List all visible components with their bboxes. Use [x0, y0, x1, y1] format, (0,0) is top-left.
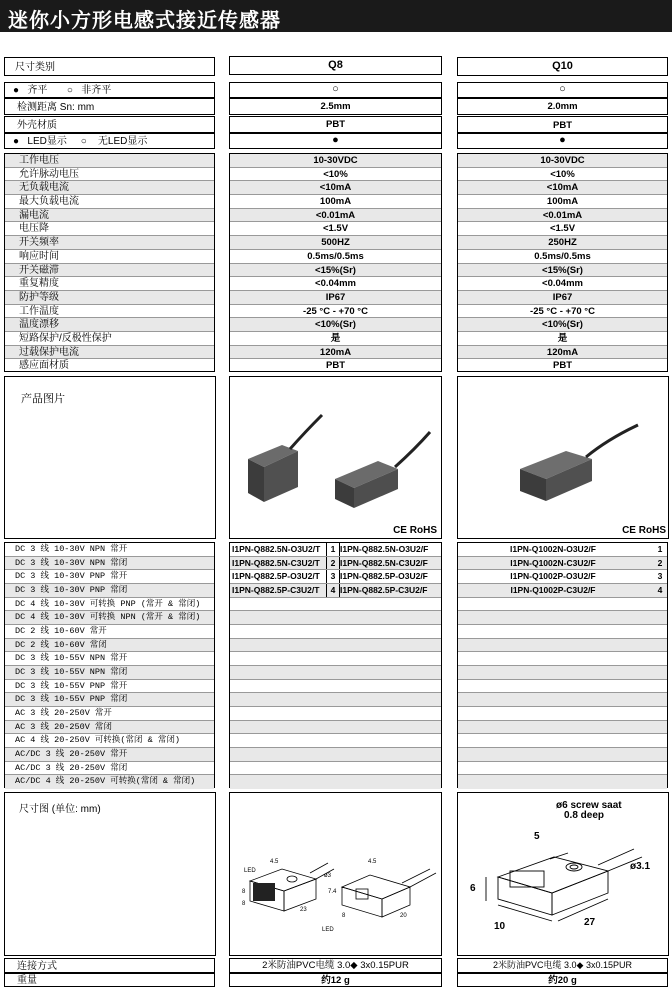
dimension-label: 尺寸图 (单位: mm) [19, 804, 101, 815]
spec-q10-value: <10mA [458, 181, 667, 195]
q8-model-row [230, 721, 441, 735]
spec-label: 工作温度 [5, 305, 214, 319]
q10-model-row [458, 666, 667, 680]
q10-model-row [458, 611, 667, 625]
model-type-label: AC 3 线 20-250V 常开 [5, 707, 214, 721]
q10-cert-marks [622, 525, 666, 536]
q8-model-num: 2 [326, 557, 340, 570]
spec-q10-value: 是 [458, 332, 667, 346]
spec-q8-value: <0.01mA [230, 209, 441, 223]
hollow-dot-icon: ○ [80, 136, 87, 147]
q8-dim-7-4: 7.4 [328, 889, 337, 895]
q8-dim-led1: LED [244, 868, 256, 874]
model-type-label: DC 4 线 10-30V 可转换 NPN (常开 & 常闭) [5, 611, 214, 625]
spec-q10-value: <15%(Sr) [458, 264, 667, 278]
q10-model-row [458, 721, 667, 735]
spec-q8-value: <10% [230, 168, 441, 182]
spec-q10-value: 250HZ [458, 236, 667, 250]
q8-dimension-panel [229, 792, 442, 956]
housing-label: 外壳材质 [4, 116, 215, 133]
spec-q8-value: <15%(Sr) [230, 264, 441, 278]
spec-q10-value: <10% [458, 168, 667, 182]
spec-q8-value: PBT [326, 360, 345, 372]
q8-model-t: I1PN-Q882.5P-C3U2/T [232, 584, 320, 595]
led-label: LED显示 [27, 136, 67, 147]
ce-mark-icon: CE [622, 525, 636, 536]
specs-q10-column [457, 153, 668, 372]
q10-screw-note: ø6 screw saat [556, 800, 622, 811]
q8-dimension-drawing [230, 793, 441, 955]
q10-photo-panel [457, 376, 669, 539]
spec-q10-value: 120mA [458, 346, 667, 360]
q10-depth-note: 0.8 deep [564, 810, 605, 821]
q10-model: I1PN-Q1002N-O3U2/F [510, 544, 596, 554]
q8-model-row [230, 734, 441, 748]
weight-label: 重量 [4, 973, 215, 987]
spec-q10-value: IP67 [458, 291, 667, 305]
spec-label: 短路保护/反极性保护 [5, 332, 214, 346]
spec-q8-value: 10-30VDC [230, 154, 441, 168]
photo-label-panel [4, 376, 216, 539]
model-type-label: DC 2 线 10-60V 常开 [5, 625, 214, 639]
q8-model-f: I1PN-Q882.5N-C3U2/F [340, 557, 428, 568]
q10-model-row [458, 625, 667, 639]
spec-q10-value: -25 °C - +70 °C [458, 305, 667, 319]
model-type-label: DC 3 线 10-55V NPN 常开 [5, 652, 214, 666]
spec-q8-value: 是 [230, 332, 441, 346]
q10-housing: PBT [457, 116, 668, 133]
filled-dot-icon: ● [13, 136, 20, 147]
q8-distance: 2.5mm [229, 98, 442, 115]
q8-model-t: I1PN-Q882.5N-O3U2/T [232, 544, 321, 554]
non-flush-label: 非齐平 [81, 85, 112, 96]
spec-q8-value: <10mA [230, 181, 441, 195]
q8-model-row [230, 611, 441, 625]
q8-model-row [230, 584, 441, 598]
models-q10-column [457, 542, 668, 788]
model-type-label: DC 3 线 10-30V PNP 常开 [5, 570, 214, 584]
model-type-label: DC 3 线 10-55V NPN 常闭 [5, 666, 214, 680]
q8-photo-panel [229, 376, 442, 539]
models-label-column [4, 542, 215, 788]
q8-housing: PBT [229, 116, 442, 133]
q8-connection: 2米防油PVC电缆 3.0◆ 3x0.15PUR [229, 958, 442, 973]
q8-dim-8c: 8 [342, 913, 346, 919]
spec-q10-value: <1.5V [458, 222, 667, 236]
spec-q8-value: 500HZ [230, 236, 441, 250]
photo-label: 产品图片 [21, 393, 65, 405]
dimension-label-panel [4, 792, 216, 956]
q8-dim-8a: 8 [242, 889, 246, 895]
specs-q8-column [229, 153, 442, 372]
model-type-label: DC 3 线 10-55V PNP 常闭 [5, 693, 214, 707]
model-type-label: DC 3 线 10-55V PNP 常开 [5, 680, 214, 694]
q10-distance: 2.0mm [457, 98, 668, 115]
spec-label: 防护等级 [5, 291, 214, 305]
q10-model-num: 1 [657, 544, 663, 554]
connection-label: 连接方式 [4, 958, 215, 973]
q8-model-row [230, 598, 441, 612]
q10-weight: 约20 g [457, 973, 668, 987]
model-type-label: AC/DC 3 线 20-250V 常闭 [5, 762, 214, 776]
spec-label: 漏电流 [5, 209, 214, 223]
spec-q8-value: <1.5V [230, 222, 441, 236]
model-type-label: DC 3 线 10-30V NPN 常开 [5, 543, 214, 557]
q10-model-row [458, 652, 667, 666]
q8-model-row [230, 570, 441, 584]
q10-model-row [458, 598, 667, 612]
q8-model-num: 3 [326, 570, 340, 583]
q8-flush-symbol: ○ [229, 82, 442, 98]
q10-model-row [458, 775, 667, 789]
spec-label: 无负载电流 [5, 181, 214, 195]
spec-label: 温度漂移 [5, 318, 214, 332]
no-led-label: 无LED显示 [97, 136, 148, 147]
spec-label: 开关频率 [5, 236, 214, 250]
q8-dim-4-5b: 4.5 [368, 859, 377, 865]
q10-connection: 2米防油PVC电缆 3.0◆ 3x0.15PUR [457, 958, 668, 973]
q10-model-row [458, 680, 667, 694]
q8-dim-23: 23 [300, 907, 307, 913]
q10-model-row [458, 543, 667, 557]
q8-model-row [230, 693, 441, 707]
spec-label: 开关磁滞 [5, 264, 214, 278]
q8-model-row [230, 639, 441, 653]
q10-model-row [458, 639, 667, 653]
q10-model-num: 2 [657, 557, 663, 568]
q10-dimension-panel [457, 792, 669, 956]
q10-model-row [458, 557, 667, 571]
filled-dot-icon: ● [13, 85, 20, 96]
ce-mark-icon: CE [393, 525, 407, 536]
spec-label: 最大负载电流 [5, 195, 214, 209]
spec-q10-value: PBT [553, 360, 572, 372]
q8-dim-4-5: 4.5 [270, 859, 279, 865]
q8-led-symbol: ● [229, 133, 442, 149]
spec-q10-value: 0.5ms/0.5ms [458, 250, 667, 264]
q8-model-row [230, 748, 441, 762]
q8-dim-20: 20 [400, 913, 407, 919]
q10-model-row [458, 707, 667, 721]
distance-label: 检测距离 Sn: mm [4, 98, 215, 115]
model-type-label: AC/DC 4 线 20-250V 可转换(常闭 & 常闭) [5, 775, 214, 789]
spec-q8-value: 100mA [230, 195, 441, 209]
spec-label: 感应面材质 [19, 360, 69, 372]
q10-model-row [458, 734, 667, 748]
q8-model-row [230, 625, 441, 639]
spec-q8-value: <10%(Sr) [230, 318, 441, 332]
q8-model-row [230, 775, 441, 789]
q8-model-num: 4 [326, 584, 340, 597]
q8-model-row [230, 680, 441, 694]
q8-model-row [230, 557, 441, 571]
model-type-label: DC 2 线 10-60V 常闭 [5, 639, 214, 653]
spec-q8-value: IP67 [230, 291, 441, 305]
models-q8-column [229, 542, 442, 788]
rohs-label: RoHS [638, 525, 666, 536]
q8-model-t: I1PN-Q882.5P-O3U2/T [232, 571, 320, 582]
q8-weight: 约12 g [229, 973, 442, 987]
spec-label: 电压降 [5, 222, 214, 236]
q10-dim-27: 27 [584, 917, 596, 928]
q10-model: I1PN-Q1002N-C3U2/F [510, 557, 596, 568]
q10-model-row [458, 570, 667, 584]
q8-dim-8b: 8 [242, 901, 246, 907]
hollow-dot-icon: ○ [66, 85, 73, 96]
q8-cert-marks [393, 525, 437, 536]
q8-model-num: 1 [326, 543, 340, 556]
spec-q10-value: <10%(Sr) [458, 318, 667, 332]
q10-model: I1PN-Q1002P-C3U2/F [510, 584, 596, 595]
q8-header: Q8 [229, 56, 442, 75]
spec-q8-value: 0.5ms/0.5ms [230, 250, 441, 264]
model-type-label: AC 3 线 20-250V 常闭 [5, 721, 214, 735]
q10-model-row [458, 584, 667, 598]
spec-label: 过载保护电流 [5, 346, 214, 360]
q8-dim-d3: ø3 [324, 873, 332, 879]
model-type-label: DC 4 线 10-30V 可转换 PNP (常开 & 常闭) [5, 598, 214, 612]
q10-dim-5: 5 [534, 831, 540, 842]
q10-led-symbol: ● [457, 133, 668, 149]
spec-q10-value: 100mA [458, 195, 667, 209]
q8-model-row [230, 707, 441, 721]
model-type-label: AC/DC 3 线 20-250V 常开 [5, 748, 214, 762]
q10-flush-symbol: ○ [457, 82, 668, 98]
spec-label: 重复精度 [5, 277, 214, 291]
q8-model-f: I1PN-Q882.5N-O3U2/F [340, 544, 429, 554]
model-type-label: DC 3 线 10-30V PNP 常闭 [5, 584, 214, 598]
spec-q8-value: -25 °C - +70 °C [230, 305, 441, 319]
spec-label: 工作电压 [5, 154, 214, 168]
spec-q8-value: <0.04mm [230, 277, 441, 291]
q8-model-row [230, 543, 441, 557]
q10-model-row [458, 693, 667, 707]
q8-model-t: I1PN-Q882.5N-C3U2/T [232, 557, 320, 568]
q10-model-row [458, 762, 667, 776]
spec-q10-value: <0.04mm [458, 277, 667, 291]
spec-q10-value: 10-30VDC [458, 154, 667, 168]
flush-label: 齐平 [27, 85, 48, 96]
q8-model-row [230, 762, 441, 776]
q10-sensor-photo [458, 377, 668, 538]
q8-model-row [230, 652, 441, 666]
q10-dimension-drawing [458, 793, 668, 955]
specs-label-column [4, 153, 215, 372]
q10-dim-6: 6 [470, 883, 476, 894]
spec-q10-value: <0.01mA [458, 209, 667, 223]
q10-header: Q10 [457, 57, 668, 76]
q10-model: I1PN-Q1002P-O3U2/F [510, 571, 596, 582]
q8-model-f: I1PN-Q882.5P-C3U2/F [340, 584, 428, 595]
led-row-label [4, 133, 215, 149]
q10-model-num: 4 [657, 584, 663, 595]
flush-row-label [4, 82, 215, 98]
size-category-label: 尺寸类别 [4, 57, 215, 76]
q10-model-row [458, 748, 667, 762]
page-title: 迷你小方形电感式接近传感器 [0, 0, 672, 32]
spec-q8-value: 120mA [230, 346, 441, 360]
q8-sensor-photo [230, 377, 441, 538]
q10-model-num: 3 [657, 571, 663, 582]
spec-label: 响应时间 [5, 250, 214, 264]
q10-dim-d3-1: ø3.1 [630, 861, 651, 872]
rohs-label: RoHS [409, 525, 437, 536]
spec-label: 允许脉动电压 [5, 168, 214, 182]
q8-model-f: I1PN-Q882.5P-O3U2/F [340, 571, 428, 582]
q10-dim-10: 10 [494, 921, 506, 932]
model-type-label: AC 4 线 20-250V 可转换(常闭 & 常闭) [5, 734, 214, 748]
q8-model-row [230, 666, 441, 680]
model-type-label: DC 3 线 10-30V NPN 常闭 [5, 557, 214, 571]
q8-dim-led2: LED [322, 927, 334, 933]
